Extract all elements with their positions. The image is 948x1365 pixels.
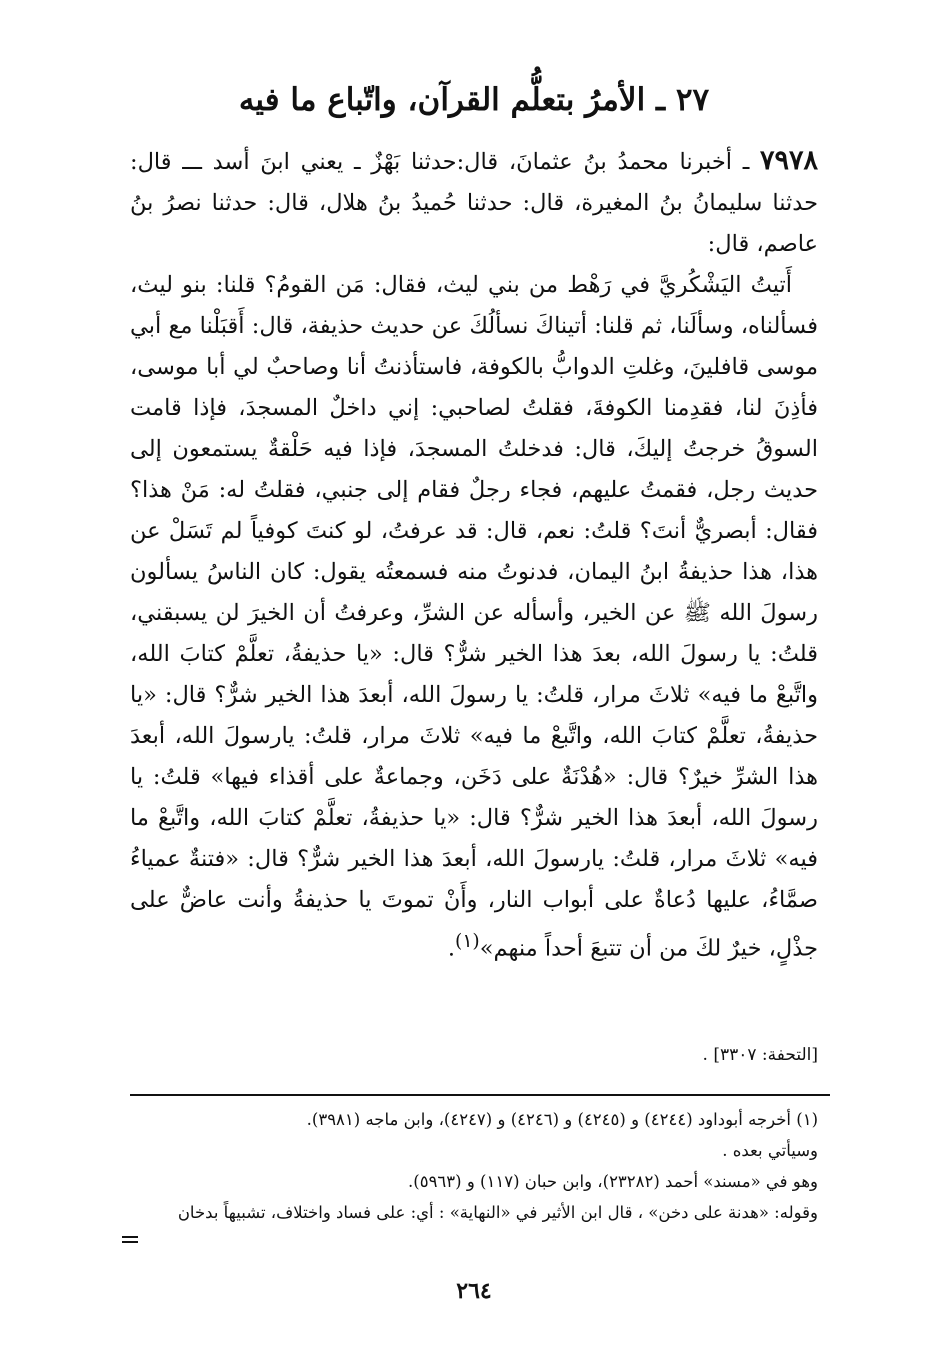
footnote-continuation-mark — [122, 1236, 138, 1238]
hadith-isnad: ـ أخبرنا محمدُ بنُ عثمانَ، قال:حدثنا بَهْزٌ ـ يعني ابنَ أسد ـــ قال: حدثنا سليمانُ بنُ المغيرة، قال: حدثنا حُميدُ بنُ هلال، قال: حدثنا نصرُ بنُ عاصم، قال: — [130, 149, 818, 257]
hadith-matn: أَتيتُ اليَشْكُريَّ في رَهْط من بني ليث، فقال: مَن القومُ؟ قلنا: بنو ليث، فسألناه، وسألَنا، ثم قلنا: أتيناكَ نسألُكَ عن حديث حذيفة، قال: أَقبَلْنا مع أبي موسى قافلينَ، وغلتِ الدوابُّ بالكوفة، فاستأذنتُ أنا وصاحبٌ لي أبا موسى، فأذِنَ لنا، فقدِمنا الكوفةَ، فقلتُ لصاحبي: إني داخلٌ المسجدَ، فإذا قامت السوقُ خرجتُ إليكَ، قال: فدخلتُ المسجدَ، فإذا فيه حَلْقةٌ يستمعون إلى حديث رجل، فقمتُ عليهم، فجاء رجلٌ فقام إلى جنبي، فقلتُ له: مَنْ هذا؟ فقال: أبصريٌّ أنتَ؟ قلتُ: نعم، قال: قد عرفتُ، لو كنتَ كوفياً لم تَسَلْ عن هذا، هذا حذيفةُ ابنُ اليمان، فدنوتُ منه فسمعتُه يقول: كان الناسُ يسألون رسولَ الله ﷺ عن الخير، وأسأله عن الشرِّ، وعرفتُ أن الخيرَ لن يسبقني، قلتُ: يا رسولَ الله، بعدَ هذا الخير شرٌّ؟ قال: «يا حذيفةُ، تعلَّمْ كتابَ الله، واتَّبعْ ما فيه» ثلاثَ مرار، قلتُ: يا رسولَ الله، أبعدَ هذا الخير شرٌّ؟ قال: «يا حذيفةُ، تعلَّمْ كتابَ الله، واتَّبعْ ما فيه» ثلاثَ مرار، قلتُ: يارسولَ الله، أبعدَ هذا الشرِّ خيرٌ؟ قال: «هُدْنَةٌ على دَخَن، وجماعةٌ على أقذاء فيها» قلتُ: يا رسولَ الله، أبعدَ هذا الخير شرٌّ؟ قال: «يا حذيفةُ، تعلَّمْ كتابَ الله، واتَّبعْ ما فيه» ثلاثَ مرار، قلتُ: يارسولَ الله، أبعدَ هذا الخير شرٌّ؟ قال: «فتنةٌ عمياءُ صمَّاءُ، عليها دُعاةٌ على أبواب النار، وأَنْ تموتَ يا حذيفةُ وأنت عاضٌّ على جذْلٍ، خيرٌ لكَ من أن تتبعَ أحداً منهم» — [130, 272, 818, 962]
hadith-number: ٧٩٧٨ — [759, 145, 818, 176]
tuhfa-reference: [التحفة: ٣٣٠٧] . — [702, 1045, 818, 1065]
footnote-line: (١) أخرجه أبوداود (٤٢٤٤) و (٤٢٤٥) و (٤٢٤٦) و (٤٢٤٧)، وابن ماجه (٣٩٨١). — [306, 1110, 818, 1129]
footnote-marker[interactable]: (١) — [454, 931, 480, 952]
page-number: ٢٦٤ — [456, 1278, 492, 1304]
end-mark: . — [447, 935, 455, 962]
hadith-isnad-paragraph — [130, 140, 818, 265]
chapter-title: ٢٧ ـ الأمرُ بتعلُّم القرآن، واتّباع ما فيه — [238, 82, 710, 118]
footnotes — [130, 1104, 818, 1228]
footnote-line: وهو في «مسند» أحمد (٢٣٢٨٢)، وابن حبان (١١٧) و (٥٩٦٣). — [408, 1172, 818, 1191]
footnote-line: وقوله: «هدنة على دخن» ، قال ابن الأثير في «النهاية» : أي: على فساد واختلاف، تشبيهاً بدخان — [177, 1203, 818, 1222]
footnote-continuation-mark — [122, 1241, 138, 1243]
hadith-matn-paragraph — [130, 265, 818, 970]
footnote-line: وسيأتي بعده . — [722, 1141, 818, 1160]
hadith-body — [130, 140, 818, 970]
footnote-divider — [130, 1094, 830, 1096]
